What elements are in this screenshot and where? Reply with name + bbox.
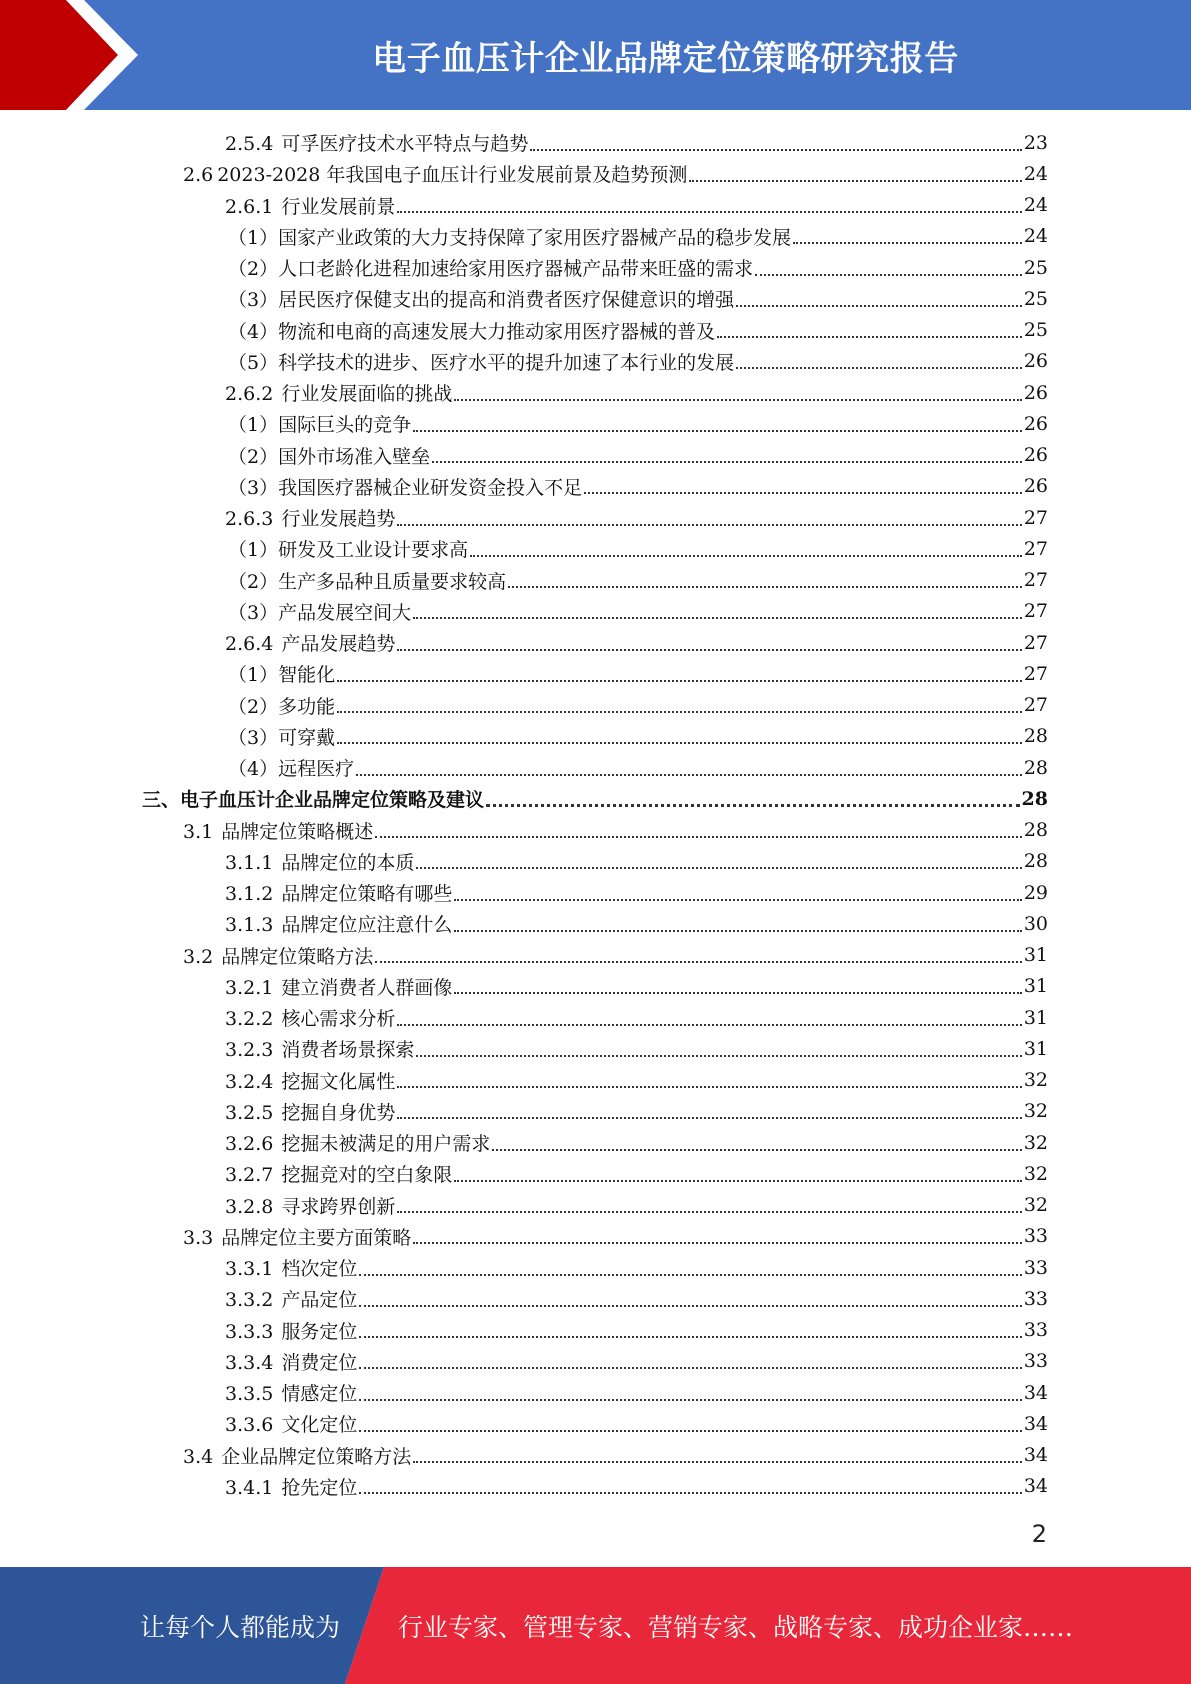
toc-entry-number: 3.3.6 — [225, 1414, 274, 1437]
toc-entry[interactable] — [0, 596, 1191, 627]
toc-entry[interactable] — [0, 1221, 1191, 1252]
toc-entry-page: 33 — [1023, 1350, 1048, 1373]
toc-entry-page: 31 — [1023, 975, 1048, 998]
toc-entry-title: 2023-2028 年我国电子血压计行业发展前景及趋势预测 — [217, 164, 688, 187]
toc-dot-leader — [413, 617, 1022, 619]
toc-entry-page: 26 — [1023, 350, 1048, 373]
toc-dot-leader — [356, 774, 1022, 776]
toc-entry-text — [228, 410, 411, 437]
toc-entry[interactable] — [0, 783, 1191, 814]
toc-entry-title: 挖掘竞对的空白象限 — [281, 1164, 453, 1187]
toc-entry-number: 3.1.1 — [225, 851, 274, 874]
toc-entry-text — [228, 723, 335, 750]
toc-entry-text — [225, 973, 452, 1000]
toc-entry[interactable] — [0, 377, 1191, 408]
toc-entry-title: 可孚医疗技术水平特点与趋势 — [281, 133, 529, 156]
toc-entry-page: 28 — [1023, 850, 1048, 873]
toc-entry-text — [183, 1442, 411, 1469]
toc-entry-number: 3.1 — [183, 820, 214, 843]
toc-dot-leader — [793, 242, 1022, 244]
toc-entry[interactable] — [0, 971, 1191, 1002]
toc-entry-number: 2.6.1 — [225, 195, 274, 218]
toc-entry-number: （3） — [228, 601, 279, 624]
toc-entry-number: 3.2.2 — [225, 1008, 274, 1031]
toc-entry-text — [225, 1192, 395, 1219]
toc-entry-text — [225, 1035, 414, 1062]
toc-entry[interactable] — [0, 1408, 1191, 1439]
toc-dot-leader — [736, 305, 1022, 307]
toc-entry[interactable] — [0, 565, 1191, 596]
toc-entry[interactable] — [0, 846, 1191, 877]
toc-entry-number: 3.1.2 — [225, 883, 274, 906]
toc-dot-leader — [486, 804, 1020, 807]
toc-entry-title: 行业发展前景 — [281, 195, 396, 218]
toc-entry-page: 28 — [1023, 756, 1048, 779]
toc-entry-text — [183, 160, 687, 187]
toc-entry-title: 居民医疗保健支出的提高和消费者医疗保健意识的增强 — [278, 289, 735, 312]
toc-entry-text — [225, 848, 414, 875]
toc-entry-text — [183, 817, 373, 844]
toc-entry-text — [225, 504, 395, 531]
toc-dot-leader — [397, 211, 1021, 213]
toc-entry-number: （4） — [228, 758, 279, 781]
toc-dot-leader — [717, 336, 1022, 338]
toc-entry-text — [228, 348, 734, 375]
toc-entry-title: 挖掘自身优势 — [281, 1101, 396, 1124]
toc-entry-page: 27 — [1023, 600, 1048, 623]
toc-entry-title: 产品定位 — [281, 1289, 358, 1312]
toc-entry[interactable] — [0, 815, 1191, 846]
toc-entry-text — [225, 1129, 490, 1156]
toc-entry-text — [225, 1254, 357, 1281]
toc-entry-text — [228, 535, 468, 562]
toc-entry-text — [225, 1285, 357, 1312]
toc-entry-text — [225, 129, 528, 156]
page-footer — [0, 1567, 1191, 1684]
toc-entry-page: 31 — [1023, 1037, 1048, 1060]
toc-entry-page: 27 — [1023, 631, 1048, 654]
page-header — [0, 0, 1191, 110]
toc-entry-title: 挖掘未被满足的用户需求 — [281, 1133, 491, 1156]
toc-entry-page: 27 — [1023, 694, 1048, 717]
toc-dot-leader — [470, 555, 1022, 557]
toc-dot-leader — [375, 836, 1022, 838]
toc-dot-leader — [337, 742, 1022, 744]
toc-entry-number: 3.2.4 — [225, 1070, 274, 1093]
toc-dot-leader — [508, 586, 1022, 588]
toc-dot-leader — [397, 1086, 1021, 1088]
chevron-arrow-icon — [0, 0, 160, 110]
toc-entry[interactable] — [0, 1158, 1191, 1189]
toc-entry-text — [228, 317, 715, 344]
toc-entry-page: 33 — [1023, 1287, 1048, 1310]
toc-entry[interactable] — [0, 1190, 1191, 1221]
toc-entry[interactable] — [0, 1252, 1191, 1283]
toc-entry-title: 我国医疗器械企业研发资金投入不足 — [278, 476, 583, 499]
toc-dot-leader — [337, 680, 1022, 682]
toc-entry-title: 可穿戴 — [278, 726, 336, 749]
toc-entry-number: （1） — [228, 414, 279, 437]
toc-entry-number: （3） — [228, 726, 279, 749]
toc-entry-number: 2.6.2 — [225, 383, 274, 406]
toc-entry[interactable] — [0, 127, 1191, 158]
toc-entry[interactable] — [0, 940, 1191, 971]
toc-dot-leader — [689, 180, 1021, 182]
toc-entry-title: 智能化 — [278, 664, 336, 687]
toc-entry-text — [225, 1348, 357, 1375]
toc-entry[interactable] — [0, 1471, 1191, 1502]
toc-entry-page: 32 — [1023, 1100, 1048, 1123]
toc-entry-title: 品牌定位策略有哪些 — [281, 883, 453, 906]
toc-entry-number: 2.6.3 — [225, 508, 274, 531]
toc-dot-leader — [413, 430, 1022, 432]
toc-entry-text — [228, 692, 335, 719]
toc-entry-title: 远程医疗 — [278, 758, 355, 781]
toc-entry[interactable] — [0, 752, 1191, 783]
toc-entry-title: 服务定位 — [281, 1320, 358, 1343]
toc-entry-page: 34 — [1023, 1475, 1048, 1498]
toc-entry-page: 24 — [1023, 194, 1048, 217]
toc-entry-page: 33 — [1023, 1319, 1048, 1342]
toc-entry-number: 3.3.1 — [225, 1258, 274, 1281]
toc-entry-page: 25 — [1023, 287, 1048, 310]
toc-entry-page: 32 — [1023, 1131, 1048, 1154]
toc-entry-title: 消费定位 — [281, 1351, 358, 1374]
toc-entry-page: 33 — [1023, 1256, 1048, 1279]
toc-entry-page: 27 — [1023, 537, 1048, 560]
toc-entry-text — [225, 1067, 395, 1094]
toc-entry[interactable] — [0, 1346, 1191, 1377]
toc-entry-title: 国家产业政策的大力支持保障了家用医疗器械产品的稳步发展 — [278, 226, 792, 249]
toc-entry-number: 3.2.3 — [225, 1039, 274, 1062]
toc-entry-title: 企业品牌定位策略方法 — [221, 1445, 412, 1468]
toc-entry-page: 29 — [1023, 881, 1048, 904]
toc-entry-page: 23 — [1023, 131, 1048, 154]
toc-entry-number: （1） — [228, 226, 279, 249]
toc-entry-number: 3.3.4 — [225, 1351, 274, 1374]
toc-entry-page: 25 — [1023, 256, 1048, 279]
toc-entry-number: 3.4.1 — [225, 1476, 274, 1499]
toc-entry-number: 3.3.5 — [225, 1383, 274, 1406]
toc-entry-title: 科学技术的进步、医疗水平的提升加速了本行业的发展 — [278, 351, 735, 374]
toc-dot-leader — [454, 399, 1021, 401]
toc-entry-number: （2） — [228, 445, 279, 468]
toc-entry-text — [228, 567, 506, 594]
toc-entry[interactable] — [0, 658, 1191, 689]
toc-entry-page: 30 — [1023, 912, 1048, 935]
toc-entry-text — [228, 254, 753, 281]
toc-entry-text — [225, 1004, 395, 1031]
toc-entry[interactable] — [0, 877, 1191, 908]
toc-entry-text — [225, 629, 395, 656]
toc-dot-leader — [359, 1399, 1021, 1401]
toc-entry[interactable] — [0, 908, 1191, 939]
toc-dot-leader — [359, 1367, 1021, 1369]
toc-entry-page: 26 — [1023, 444, 1048, 467]
toc-entry-text — [225, 379, 452, 406]
toc-dot-leader — [584, 492, 1022, 494]
toc-entry-text — [228, 223, 791, 250]
toc-entry-number: 3.2.8 — [225, 1195, 274, 1218]
toc-entry[interactable] — [0, 315, 1191, 346]
toc-entry-number: 3.3 — [183, 1226, 214, 1249]
toc-entry-number: （2） — [228, 570, 279, 593]
toc-entry-page: 26 — [1023, 381, 1048, 404]
toc-entry-text — [225, 1317, 357, 1344]
toc-entry-number: 3.1.3 — [225, 914, 274, 937]
toc-entry-text — [228, 285, 734, 312]
toc-entry-title: 行业发展趋势 — [281, 508, 396, 531]
toc-entry-text — [228, 473, 582, 500]
toc-entry[interactable] — [0, 1315, 1191, 1346]
toc-entry[interactable] — [0, 690, 1191, 721]
toc-entry-text — [183, 1223, 411, 1250]
toc-entry-text — [228, 660, 335, 687]
toc-entry-text — [183, 942, 373, 969]
toc-entry-text — [225, 1410, 357, 1437]
toc-entry-page: 28 — [1021, 787, 1048, 810]
toc-entry-title: 行业发展面临的挑战 — [281, 383, 453, 406]
toc-entry[interactable] — [0, 190, 1191, 221]
toc-entry-title: 消费者场景探索 — [281, 1039, 415, 1062]
toc-entry-page: 32 — [1023, 1194, 1048, 1217]
toc-entry-text — [225, 1160, 452, 1187]
toc-entry[interactable] — [0, 252, 1191, 283]
toc-entry[interactable] — [0, 721, 1191, 752]
toc-entry-title: 国外市场准入壁垒 — [278, 445, 431, 468]
footer-slogan-right: 行业专家、管理专家、营销专家、战略专家、成功企业家…… — [398, 1612, 1074, 1642]
toc-entry-number: 3.2.1 — [225, 976, 274, 999]
toc-entry-number: （5） — [228, 351, 279, 374]
toc-entry-page: 28 — [1023, 725, 1048, 748]
toc-dot-leader — [755, 274, 1022, 276]
toc-entry-title: 人口老龄化进程加速给家用医疗器械产品带来旺盛的需求 — [278, 258, 754, 281]
toc-entry-number: 2.5.4 — [225, 133, 274, 156]
toc-dot-leader — [530, 149, 1021, 151]
toc-dot-leader — [359, 1336, 1021, 1338]
toc-entry[interactable] — [0, 502, 1191, 533]
toc-entry-title: 产品发展空间大 — [278, 601, 412, 624]
toc-entry-page: 24 — [1023, 162, 1048, 185]
toc-entry[interactable] — [0, 408, 1191, 439]
toc-entry-title: 研发及工业设计要求高 — [278, 539, 469, 562]
toc-entry-title: 挖掘文化属性 — [281, 1070, 396, 1093]
toc-entry-page: 32 — [1023, 1069, 1048, 1092]
toc-dot-leader — [416, 1055, 1021, 1057]
toc-entry[interactable] — [0, 1002, 1191, 1033]
toc-entry-page: 34 — [1023, 1444, 1048, 1467]
toc-entry-number: （2） — [228, 695, 279, 718]
toc-entry-number: （1） — [228, 539, 279, 562]
toc-entry-title: 文化定位 — [281, 1414, 358, 1437]
toc-entry-number: 三、 — [142, 789, 181, 812]
toc-entry-number: 3.3.3 — [225, 1320, 274, 1343]
toc-entry-number: 2.6.4 — [225, 633, 274, 656]
toc-entry-page: 32 — [1023, 1162, 1048, 1185]
toc-dot-leader — [454, 1180, 1021, 1182]
toc-entry-title: 生产多品种且质量要求较高 — [278, 570, 507, 593]
toc-entry[interactable] — [0, 1283, 1191, 1314]
toc-dot-leader — [397, 1211, 1021, 1213]
toc-entry-text — [228, 754, 354, 781]
toc-dot-leader — [359, 1492, 1021, 1494]
toc-entry-page: 24 — [1023, 225, 1048, 248]
toc-dot-leader — [454, 930, 1021, 932]
toc-entry-title: 品牌定位主要方面策略 — [221, 1226, 412, 1249]
toc-entry-number: 2.6 — [183, 164, 214, 187]
table-of-contents — [0, 127, 1191, 1502]
toc-entry-text — [225, 1098, 395, 1125]
toc-dot-leader — [359, 1274, 1021, 1276]
toc-dot-leader — [454, 992, 1021, 994]
toc-entry-title: 品牌定位应注意什么 — [281, 914, 453, 937]
toc-entry-page: 26 — [1023, 412, 1048, 435]
toc-entry[interactable] — [0, 283, 1191, 314]
toc-entry-title: 电子血压计企业品牌定位策略及建议 — [180, 789, 485, 812]
toc-entry-text — [225, 879, 452, 906]
toc-dot-leader — [397, 1024, 1021, 1026]
toc-entry-page: 31 — [1023, 1006, 1048, 1029]
footer-slogan-left: 让每个人都能成为 — [140, 1612, 341, 1642]
toc-entry-text — [142, 785, 484, 812]
toc-entry-page: 28 — [1023, 819, 1048, 842]
toc-entry-page: 31 — [1023, 944, 1048, 967]
toc-entry-title: 品牌定位策略概述 — [221, 820, 374, 843]
toc-entry-text — [225, 192, 395, 219]
toc-entry-number: 3.2.6 — [225, 1133, 274, 1156]
toc-entry-title: 产品发展趋势 — [281, 633, 396, 656]
toc-entry-number: 3.2 — [183, 945, 214, 968]
toc-entry[interactable] — [0, 471, 1191, 502]
toc-entry[interactable] — [0, 1377, 1191, 1408]
toc-entry-text — [228, 442, 430, 469]
toc-dot-leader — [454, 899, 1021, 901]
toc-entry-text — [225, 1379, 357, 1406]
toc-entry-title: 品牌定位的本质 — [281, 851, 415, 874]
toc-entry-page: 33 — [1023, 1225, 1048, 1248]
toc-entry-number: （2） — [228, 258, 279, 281]
toc-entry-page: 27 — [1023, 506, 1048, 529]
toc-entry[interactable] — [0, 1096, 1191, 1127]
toc-entry-number: 3.3.2 — [225, 1289, 274, 1312]
toc-dot-leader — [416, 867, 1021, 869]
toc-entry-title: 核心需求分析 — [281, 1008, 396, 1031]
toc-entry[interactable] — [0, 1127, 1191, 1158]
toc-entry-title: 情感定位 — [281, 1383, 358, 1406]
toc-dot-leader — [359, 1305, 1021, 1307]
toc-entry[interactable] — [0, 221, 1191, 252]
toc-dot-leader — [397, 649, 1021, 651]
toc-dot-leader — [359, 1430, 1021, 1432]
toc-dot-leader — [397, 1117, 1021, 1119]
toc-entry-number: （3） — [228, 289, 279, 312]
toc-entry-page: 27 — [1023, 662, 1048, 685]
toc-entry-title: 国际巨头的竞争 — [278, 414, 412, 437]
toc-entry[interactable] — [0, 1440, 1191, 1471]
toc-entry-text — [225, 1473, 357, 1500]
toc-entry-title: 寻求跨界创新 — [281, 1195, 396, 1218]
toc-entry-title: 档次定位 — [281, 1258, 358, 1281]
toc-entry[interactable] — [0, 440, 1191, 471]
toc-entry[interactable] — [0, 1033, 1191, 1064]
toc-entry-title: 多功能 — [278, 695, 336, 718]
toc-entry[interactable] — [0, 346, 1191, 377]
toc-entry[interactable] — [0, 1065, 1191, 1096]
toc-entry[interactable] — [0, 627, 1191, 658]
toc-dot-leader — [736, 367, 1022, 369]
toc-entry-page: 34 — [1023, 1381, 1048, 1404]
toc-entry-title: 建立消费者人群画像 — [281, 976, 453, 999]
toc-entry[interactable] — [0, 158, 1191, 189]
toc-entry-page: 25 — [1023, 319, 1048, 342]
toc-entry[interactable] — [0, 533, 1191, 564]
toc-entry-number: （3） — [228, 476, 279, 499]
report-title: 电子血压计企业品牌定位策略研究报告 — [372, 38, 959, 79]
toc-dot-leader — [432, 461, 1022, 463]
toc-dot-leader — [492, 1149, 1021, 1151]
toc-dot-leader — [413, 1242, 1022, 1244]
toc-entry-page: 26 — [1023, 475, 1048, 498]
toc-dot-leader — [337, 711, 1022, 713]
toc-entry-text — [228, 598, 411, 625]
page-number: 2 — [1031, 1520, 1047, 1548]
toc-entry-number: 3.4 — [183, 1445, 214, 1468]
toc-entry-page: 34 — [1023, 1412, 1048, 1435]
toc-entry-number: 3.2.5 — [225, 1101, 274, 1124]
toc-entry-title: 品牌定位策略方法 — [221, 945, 374, 968]
toc-entry-title: 物流和电商的高速发展大力推动家用医疗器械的普及 — [278, 320, 716, 343]
toc-entry-page: 27 — [1023, 569, 1048, 592]
toc-entry-text — [225, 910, 452, 937]
toc-entry-number: （1） — [228, 664, 279, 687]
toc-entry-title: 抢先定位 — [281, 1476, 358, 1499]
toc-dot-leader — [413, 1461, 1022, 1463]
toc-dot-leader — [397, 524, 1021, 526]
toc-entry-number: （4） — [228, 320, 279, 343]
toc-entry-number: 3.2.7 — [225, 1164, 274, 1187]
toc-dot-leader — [375, 961, 1022, 963]
